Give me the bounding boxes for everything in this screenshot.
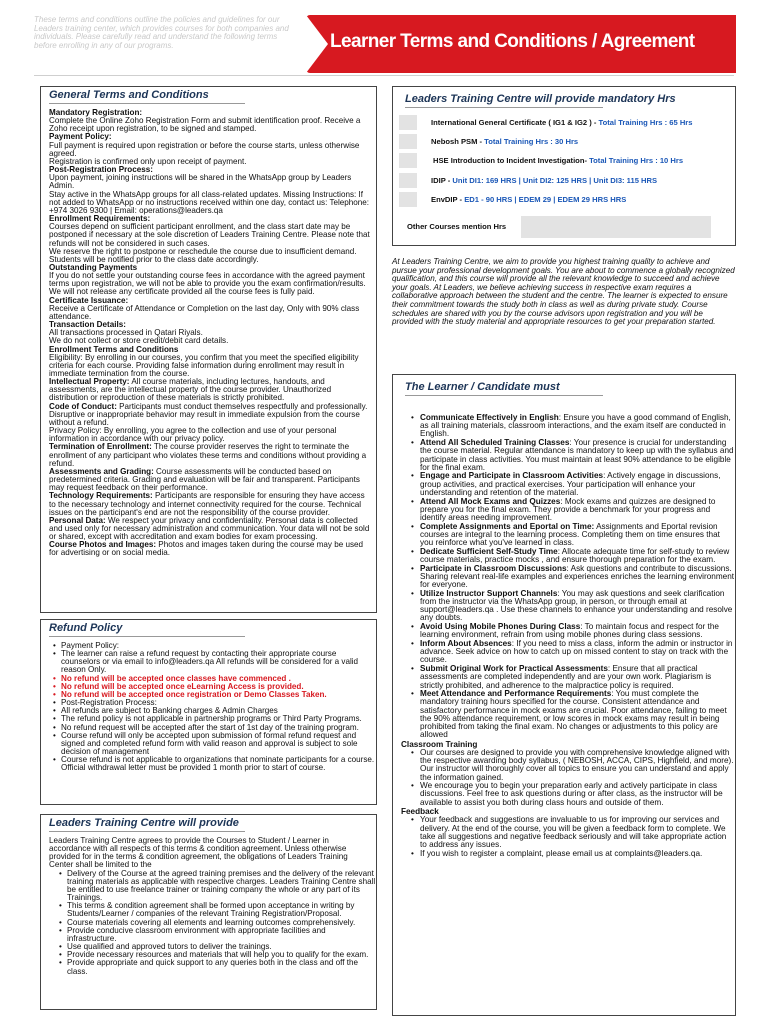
- learner-requirement-title: Complete Assignments and Eportal on Time:: [420, 521, 595, 531]
- general-terms-heading: Course Photos and Images:: [49, 540, 157, 550]
- general-terms-text: Photos and images taken during the course may be used for advertising or on social media.: [49, 540, 364, 558]
- course-name: Nebosh PSM -: [431, 137, 485, 146]
- course-checkbox[interactable]: [399, 192, 417, 207]
- general-terms-line: [49, 191, 372, 215]
- general-terms-heading: Mandatory Registration:: [49, 108, 143, 117]
- general-terms-text: Full payment is required upon registration or before the course starts, unless otherwise agreed.: [49, 140, 360, 158]
- general-terms-text: Course assessments will be conducted based on predetermined criteria. Grading and evaluation will be fair and transparent. Participants may request feedback on their performance.: [49, 466, 360, 493]
- provide-item: • This terms & condition agreement shall be formed upon acceptance in writing by Students/Learner / companies of the relevant Training Registration/Proposal.: [59, 902, 376, 918]
- general-terms-text: We reserve the right to postpone or reschedule the course due to insufficient demand. Students will be notified prior to the class date accordingly.: [49, 246, 357, 264]
- refund-item: • Course refund will only be accepted upon submission of formal refund request and signed and completed refund form with valid reason and approval is subject to sole decision of management: [53, 732, 376, 756]
- refund-policy-box: [40, 619, 377, 805]
- general-terms-heading: Code of Conduct:: [49, 401, 117, 411]
- learner-requirement-text: Assignments and Eportal revision courses are integral to the learning process. Completing them on time ensures that you reinforce what you've learned in class.: [420, 521, 720, 548]
- general-terms-line: [49, 541, 372, 557]
- classroom-heading: Classroom Training: [401, 739, 478, 749]
- course-hours: Unit DI1: 169 HRS | Unit DI2: 125 HRS | Unit DI3: 115 HRS: [452, 176, 658, 185]
- refund-item: • Payment Policy:: [53, 642, 376, 650]
- learner-requirement-title: Submit Original Work for Practical Assessments: [420, 664, 608, 674]
- refund-list: [41, 642, 376, 773]
- learner-requirement-title: Participate in Classroom Discussions: [420, 563, 567, 573]
- learner-requirement-text: : You must complete the mandatory training hours specified for the course. Consistent attendance and satisfactory performance in mock exams are crucial. Poor attendance, failing to meet the 90% attendance requirement, or low scores in mock exams may result in being prohibited from taking the final exam. No changes or adjustments to this policy are allowed: [420, 689, 727, 740]
- general-terms-line: [49, 117, 372, 133]
- general-terms-text: All transactions processed in Qatari Riyals.: [49, 328, 203, 338]
- general-terms-text: All course materials, including lectures, handouts, and assessments, are the intellectual property of the course provider. Unauthorized distribution or reproduction of these materials is strictly prohibited.: [49, 377, 332, 403]
- general-terms-heading: Assessments and Grading:: [49, 466, 154, 476]
- refund-item: • No refund will be accepted once classes have commenced .: [53, 675, 376, 683]
- header-divider: [34, 75, 734, 76]
- general-terms-text: Stay active in the WhatsApp groups for all class-related updates. Missing Instructions: If not added to WhatsApp or no instructions received within one day, contact us: Telephone: +974 3026 9300 | Email: operations@leaders.qa: [49, 189, 370, 215]
- learner-requirement-title: Dedicate Sufficient Self-Study Time: [420, 546, 558, 556]
- learner-requirement: [411, 565, 735, 590]
- page-title: Learner Terms and Conditions / Agreement: [330, 31, 695, 52]
- refund-item: • All refunds are subject to Banking charges & Admin Charges: [53, 707, 376, 715]
- general-terms-heading: Technology Requirements:: [49, 491, 153, 501]
- general-terms-line: [49, 223, 372, 247]
- learner-requirement-title: Attend All Mock Exams and Quizzes: [420, 496, 561, 506]
- course-hours-row: [431, 137, 578, 146]
- learner-requirement-text: : Your presence is crucial for understanding the course material. Regular attendance is mandatory to keep up with the syllabus and participate in class activities. You must maintain at least 90% attendance to be eligible for the final exam.: [420, 438, 734, 472]
- learner-requirement: [411, 640, 735, 665]
- general-terms-text: Upon payment, joining instructions will be shared in the WhatsApp group by Leaders Admin.: [49, 173, 352, 191]
- general-terms-line: [49, 468, 372, 492]
- general-terms-text: We do not collect or store credit/debit card details.: [49, 336, 229, 346]
- classroom-item: • We encourage you to begin your preparation early and actively participate in class discussions. Feel free to ask questions during or after class, as the instructor will be available to assist you both during class hours and outside of them.: [411, 782, 735, 807]
- learner-requirement-text: : To maintain focus and respect for the learning environment, refrain from using mobile phones during class sessions.: [420, 622, 719, 640]
- refund-item: • No refund will be accepted once eLearning Access is provided.: [53, 683, 376, 691]
- feedback-list: [393, 816, 735, 858]
- learner-requirement-title: Avoid Using Mobile Phones During Class: [420, 622, 581, 632]
- refund-item: • The refund policy is not applicable in partnership programs or Third Party Programs.: [53, 715, 376, 723]
- learner-requirement-text: : Ensure you have a good command of English, as all training materials, classroom interactions, and the exam itself are conducted in English.: [420, 413, 731, 439]
- learner-requirement: [411, 665, 735, 690]
- learner-requirement-title: Inform About Absences: [420, 638, 512, 648]
- learner-requirement: [411, 498, 735, 523]
- learner-requirement-text: : Mock exams and quizzes are designed to prepare you for the final exam. They provide a benchmark for your progress and identify areas needing improvement.: [420, 496, 716, 522]
- learner-box: [392, 374, 736, 1016]
- general-terms-line: [49, 305, 372, 321]
- provide-intro: Leaders Training Centre agrees to provide the Courses to Student / Learner in accordance with all respects of this terms & condition agreement. Unless otherwise provided for in the terms & condition agreement, the obligations of Leaders Training Center shall be limited to the: [49, 836, 348, 870]
- refund-policy-title: Refund Policy: [49, 622, 376, 637]
- general-terms-text: Complete the Online Zoho Registration Form and submit identification proof. Receive a Zoho receipt upon registration, to be signed and stamped.: [49, 116, 361, 134]
- learner-requirement: [411, 472, 735, 497]
- other-courses-field[interactable]: [521, 216, 711, 238]
- learner-requirement: [411, 548, 735, 564]
- learner-requirement-text: : If you need to miss a class, inform the admin or instructor in advance. Seek advice on how to catch up on missed content to stay on track with the course.: [420, 638, 733, 665]
- general-terms-box: [40, 86, 377, 613]
- course-hours: Total Training Hrs : 65 Hrs: [598, 118, 693, 127]
- course-checkbox[interactable]: [399, 134, 417, 149]
- provide-item: • Provide necessary resources and materials that will help you to qualify for the exam.: [59, 951, 376, 959]
- general-terms-text: Privacy Policy: By enrolling, you agree to the collection and use of your personal information in accordance with our privacy policy.: [49, 426, 337, 444]
- course-name: IDIP -: [431, 176, 453, 185]
- course-hours-row: [431, 195, 626, 204]
- general-terms-text: Participants are responsible for ensuring they have access to the necessary technology and internet connectivity required for the course. Technical issues on the participant's end are not the responsibility of the course provider.: [49, 491, 365, 517]
- provide-item: • Delivery of the Course at the agreed training premises and the delivery of the relevant training materials as applicable with respective charges. Leaders Training Centre shall be entitled to use freelance trainer or training company the whole or any part of its Trainings.: [59, 870, 376, 903]
- general-terms-text: Registration is confirmed only upon receipt of payment.: [49, 156, 247, 166]
- learner-requirement: [411, 590, 735, 623]
- general-terms-text: We respect your privacy and confidentiality. Personal data is collected and used only for necessary administration and communication. Your data will not be sold or shared, except with accreditation and exam bodies for exam processing.: [49, 515, 370, 542]
- general-terms-text: Courses depend on sufficient participant enrollment, and the class start date may be postponed if necessary at the sole discretion of Leaders Training Centre. Please note that refunds will not be considered in such cases.: [49, 222, 370, 248]
- course-checkbox[interactable]: [399, 153, 417, 168]
- learner-requirement: [411, 623, 735, 639]
- provide-item: • Course materials covering all elements and learning outcomes comprehensively.: [59, 919, 376, 927]
- course-hours: ED1 - 90 HRS | EDEM 29 | EDEM 29 HRS HRS: [464, 195, 627, 204]
- learner-title: The Learner / Candidate must: [405, 381, 735, 396]
- learner-requirement-title: Attend All Scheduled Training Classes: [420, 438, 570, 448]
- general-terms-line: [49, 174, 372, 190]
- classroom-list: [393, 749, 735, 807]
- learner-requirement-text: : Allocate adequate time for self-study to review course materials, practice mocks , and ensure thorough preparation for the exam.: [420, 546, 730, 564]
- provide-list: [41, 870, 376, 976]
- learner-requirement: [411, 414, 735, 439]
- feedback-item: • Your feedback and suggestions are invaluable to us for improving our services and delivery. At the end of the course, you will be given a feedback form to complete. We take all suggestions and negative feedback seriously and will take appropriate action to address any issues.: [411, 816, 735, 849]
- general-terms-line: [49, 272, 372, 296]
- general-terms-line: [49, 378, 372, 402]
- course-hours: Total Training Hrs : 10 Hrs: [589, 156, 684, 165]
- general-terms-line: [49, 248, 372, 264]
- general-terms-line: [49, 427, 372, 443]
- provide-item: • Provide appropriate and quick support to any queries both in the class and off the class.: [59, 959, 376, 975]
- course-hours-row: [433, 156, 683, 165]
- feedback-heading: Feedback: [401, 807, 439, 817]
- intro-text: These terms and conditions outline the policies and guidelines for our Leaders training center, which provides courses for both companies and individuals. Please carefully read and understand the following terms before enrolling in any of our programs.: [34, 15, 289, 50]
- general-terms-line: [49, 403, 372, 427]
- general-terms-heading: Outstanding Payments: [49, 262, 138, 272]
- general-terms-title: General Terms and Conditions: [49, 89, 376, 104]
- course-name: HSE Introduction to Incident Investigation-: [433, 156, 590, 165]
- provide-item: • Use qualified and approved tutors to deliver the trainings.: [59, 943, 376, 951]
- refund-item: • No refund request will be accepted after the start of 1st day of the training program.: [53, 724, 376, 732]
- course-hours-row: [431, 176, 657, 185]
- general-terms-line: [49, 142, 372, 158]
- general-terms-heading: Payment Policy:: [49, 132, 112, 142]
- general-terms-text: If you do not settle your outstanding course fees in accordance with the agreed payment terms upon registration, we will not be able to provide you the exam confirmation/results. We will not release any certificate provided all the course fees is fully paid.: [49, 271, 366, 297]
- learner-requirement-title: Communicate Effectively in English: [420, 413, 559, 422]
- learner-requirement: [411, 523, 735, 548]
- general-terms-heading: Certificate Issuance:: [49, 295, 129, 305]
- other-courses-label: Other Courses mention Hrs: [407, 222, 507, 231]
- refund-item: • The learner can raise a refund request by contacting their appropriate course counselors or via email to info@leaders.qa All refunds will be considered for a valid reason Only.: [53, 650, 376, 674]
- refund-item: • Course refund is not applicable to organizations that nominate participants for a course. Official withdrawal letter must be provided 1 month prior to start of course.: [53, 756, 376, 772]
- learner-requirement: [411, 690, 735, 739]
- feedback-item: • If you wish to register a complaint, please email us at complaints@leaders.qa.: [411, 850, 735, 858]
- provide-box: [40, 814, 377, 1010]
- general-terms-text: The course provider reserves the right to terminate the enrollment of any participant who violates these terms and conditions without providing a refund.: [49, 442, 367, 468]
- classroom-item: • Our courses are designed to provide you with comprehensive knowledge aligned with the respective awarding body syllabus, ( NEBOSH, ACCA, CIPS, Highfield, and more). Our instructor will thoroughly cover all topics to ensure you can understand and apply the information gained.: [411, 749, 735, 782]
- general-terms-line: [49, 492, 372, 516]
- general-terms-heading: Transaction Details:: [49, 320, 126, 330]
- course-name: EnvDIP -: [431, 195, 465, 204]
- general-terms-heading: Post-Registration Process:: [49, 165, 153, 175]
- mandatory-hrs-box: [392, 86, 736, 246]
- general-terms-line: [49, 354, 372, 378]
- general-terms-line: [49, 517, 372, 541]
- mission-paragraph: At Leaders Training Centre, we aim to provide you highest training quality to achieve and pursue your professional development goals. You are about to commence a globally recognized qualification, and this course will provide all the relevant knowledge to succeed and achieve your goals. At Leaders, we believe achieving success in respective exam requires a collaborative approach between the student and the centre. The learner is expected to ensure their commitment towards the study both in class as well as during private study. Course schedules are shared with you by the course advisors upon registration and you will be provided with the study material and appropriate resources to get your preparation started.: [392, 257, 735, 327]
- learner-list: [393, 414, 735, 739]
- learner-requirement-title: Utilize Instructor Support Channels: [420, 588, 558, 598]
- provide-item: • Provide conducive classroom environment with appropriate facilities and infrastructure.: [59, 927, 376, 943]
- learner-requirement-text: : Actively engage in discussions, group activities, and practical exercises. Your participation will enhance your understanding and retention of the material.: [420, 471, 721, 497]
- learner-requirement-title: Engage and Participate in Classroom Activities: [420, 471, 604, 481]
- general-terms-heading: Enrollment Requirements:: [49, 214, 151, 224]
- learner-requirement-text: : Ensure that all practical assessments are completed independently and are your own work. Plagiarism is strictly prohibited, and adherence to the malpractice policy is required.: [420, 664, 712, 690]
- course-hours: Total Training Hrs : 30 Hrs: [484, 137, 579, 146]
- general-terms-line: [49, 443, 372, 467]
- general-terms-text: Receive a Certificate of Attendance or Completion on the last day, Only with 90% class attendance.: [49, 303, 360, 321]
- general-terms-body: [41, 109, 376, 558]
- refund-item: • No refund will be accepted once registration or Demo Classes Taken.: [53, 691, 376, 699]
- general-terms-text: Participants must conduct themselves respectfully and professionally. Disruptive or inappropriate behavior may result in immediate expulsion from the course without a refund.: [49, 401, 368, 427]
- course-name: International General Certificate ( IG1 & IG2 ) -: [431, 118, 599, 127]
- course-checkbox[interactable]: [399, 115, 417, 130]
- banner-notch: [306, 15, 328, 73]
- course-checkbox[interactable]: [399, 173, 417, 188]
- refund-item: • Post-Registration Process:: [53, 699, 376, 707]
- general-terms-heading: Personal Data:: [49, 515, 106, 525]
- learner-requirement: [411, 439, 735, 472]
- provide-title: Leaders Training Centre will provide: [49, 817, 376, 832]
- course-hours-row: [431, 118, 693, 127]
- learner-requirement-title: Meet Attendance and Performance Requirements: [420, 689, 612, 699]
- general-terms-text: Eligibility: By enrolling in our courses, you confirm that you meet the specified eligibility criteria for each course. Providing false information during enrollment may result in immediate termination from the course.: [49, 352, 359, 378]
- general-terms-heading: Termination of Enrollment:: [49, 442, 152, 452]
- learner-requirement-text: : Ask questions and contribute to discussions. Sharing relevant real-life examples and experiences enriches the learning environment for everyone.: [420, 563, 735, 590]
- mandatory-hrs-title: Leaders Training Centre will provide mandatory Hrs: [405, 93, 735, 108]
- general-terms-heading: Intellectual Property:: [49, 377, 130, 387]
- general-terms-heading: Enrollment Terms and Conditions: [49, 344, 179, 354]
- learner-requirement-text: : You may ask questions and seek clarification from the instructor via the WhatsApp group, in person, or through email at support@leaders.qa . Use these channels to enhance your understanding and resolve any doubts.: [420, 588, 733, 623]
